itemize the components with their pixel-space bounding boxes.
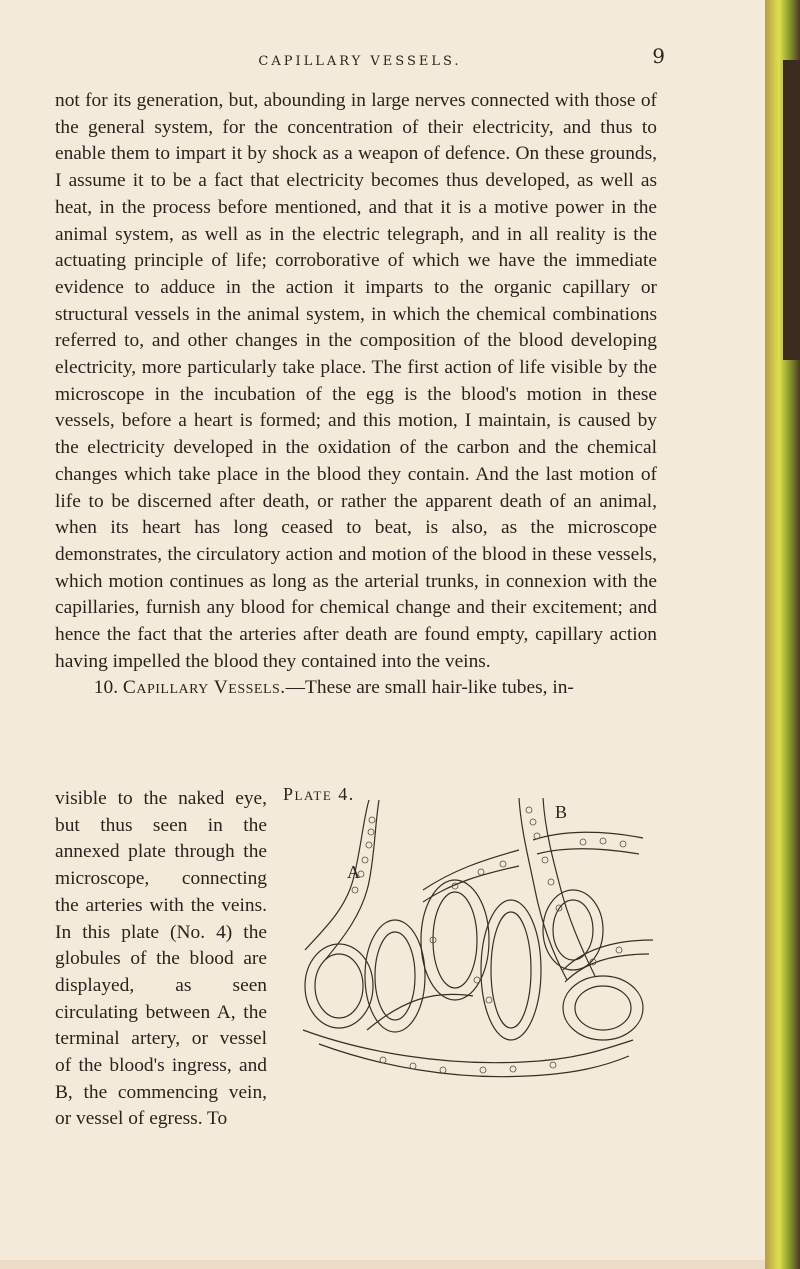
- running-head: CAPILLARY VESSELS.: [258, 54, 462, 69]
- capillary-plate-figure: [283, 790, 663, 1090]
- plate-caption: Plate 4.: [283, 784, 355, 804]
- wrapped-text: visible to the naked eye, but thus seen in the annexed plate through the microscope, connecting the arteries with the veins. In this plate (No. 4) the globules of the blood are displayed, as seen circulating between A, the terminal artery, or vessel of the blood's ingress, and B, the commencing vein, or vessel of egress. To: [55, 788, 267, 1130]
- page-edge-shadow: [783, 60, 800, 360]
- artery-label: A: [347, 862, 360, 882]
- section-heading-line: [55, 675, 657, 702]
- section-number: 10.: [93, 677, 119, 699]
- page-number: 9: [652, 44, 665, 68]
- paragraph: not for its generation, but, abounding in large nerves connected with those of the general system, for the concentration of their electricity, and thus to enable them to impart it by shock as a weapon of defence. On these grounds, I assume it to be a fact that electricity becomes thus developed, as well as heat, in the process before mentioned, and that it is a motive power in the animal system, as well as in the electric telegraph, and in all reality is the actuating principle of life; corroborative of which we have the immediate evidence to adduce in the action it imparts to the organic capillary or structural vessels in the animal system, in which the chemical combinations referred to, and other changes in the composition of the blood developing electricity, more particularly take place. The first action of life visible by the microscope in the incubation of the egg is the blood's motion in these vessels, before a heart is formed; and this motion, I maintain, is caused by the electricity developed in the oxidation of the carbon and the chemical changes which take place in the blood they contain. And the last motion of life to be discerned after death, or rather the apparent death of an animal, when its heart has long ceased to beat, is also, as the microscope demonstrates, the circulatory action and motion of the blood in these vessels, which motion continues as long as the arterial trunks, in connexion with the capillaries, furnish any blood for chemical change and their excitement; and hence the fact that the arteries after death are found empty, capillary action having impelled the blood they contained into the veins.: [55, 90, 657, 672]
- main-text: [55, 88, 657, 702]
- capillary-network-illustration: [283, 790, 663, 1090]
- vein-label: B: [555, 802, 568, 822]
- section-title: Capillary Vessels.: [122, 677, 286, 699]
- section-text: —These are small hair-like tubes, in-: [285, 677, 574, 699]
- page-header: [60, 44, 665, 80]
